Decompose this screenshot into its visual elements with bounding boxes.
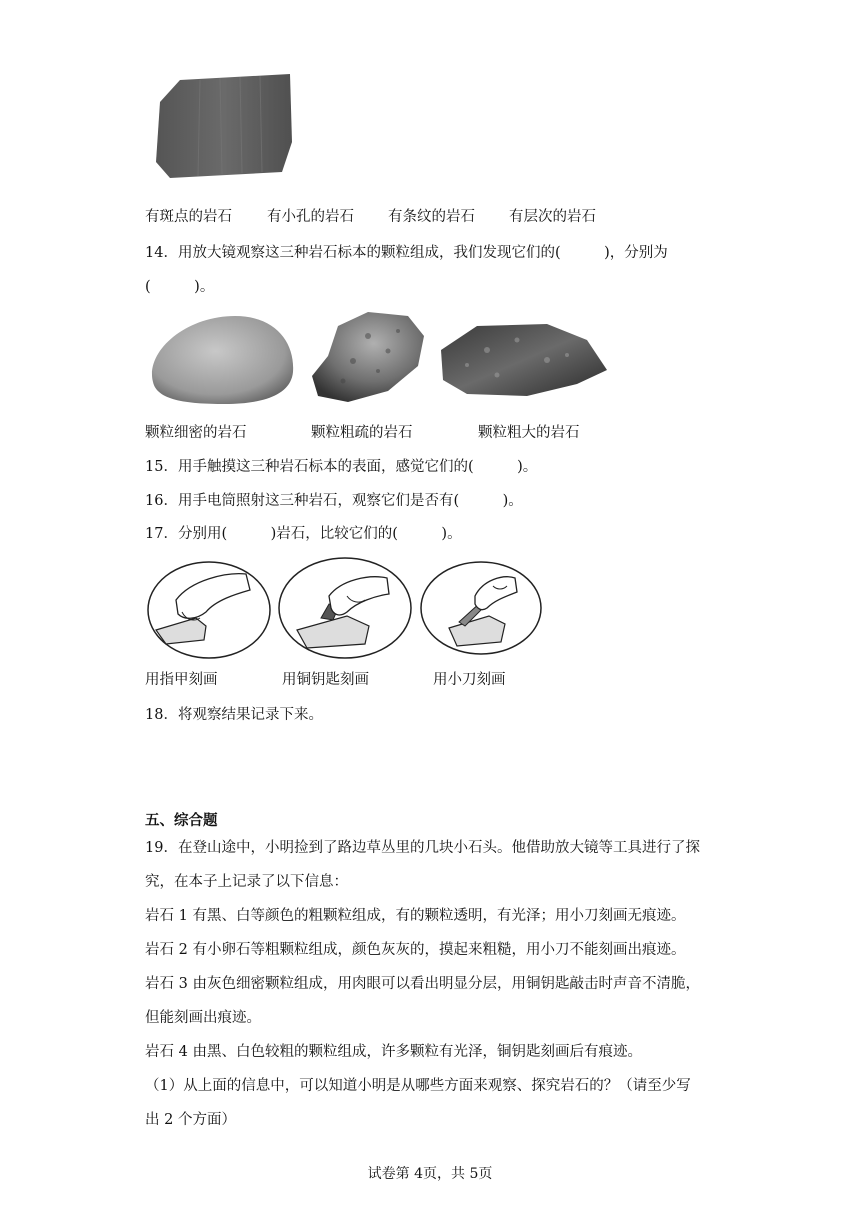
rock-4-record: 岩石 4 由黑、白色较粗的颗粒组成，许多颗粒有光泽，铜钥匙刻画后有痕迹。 bbox=[145, 1044, 642, 1060]
figure-label-knife: 用小刀刻画 bbox=[433, 672, 506, 688]
layered-rock-image bbox=[150, 72, 295, 182]
question-15: 15．用手触摸这三种岩石标本的表面，感觉它们的( )。 bbox=[145, 459, 538, 475]
question-18: 18．将观察结果记录下来。 bbox=[145, 707, 323, 723]
rock-1-record: 岩石 1 有黑、白等颜色的粗颗粒组成，有的颗粒透明，有光泽；用小刀刻画无痕迹。 bbox=[145, 908, 686, 924]
figure-label-coarse-loose: 颗粒粗疏的岩石 bbox=[311, 425, 413, 441]
rock-3-record-line2: 但能刻画出痕迹。 bbox=[145, 1010, 261, 1026]
question-16: 16．用手电筒照射这三种岩石，观察它们是否有( )。 bbox=[145, 493, 523, 509]
copper-key-scratch-illustration bbox=[277, 556, 413, 660]
knife-scratch-illustration bbox=[419, 560, 543, 656]
sub-question-1-line2: 出 2 个方面） bbox=[145, 1112, 236, 1128]
figure-label-coarse-large: 颗粒粗大的岩石 bbox=[478, 425, 580, 441]
rock-2-record: 岩石 2 有小卵石等粗颗粒组成，颜色灰灰的，摸起来粗糙，用小刀不能刻画出痕迹。 bbox=[145, 942, 686, 958]
coarse-loose-rock-image bbox=[308, 306, 428, 406]
figure-label-fingernail: 用指甲刻画 bbox=[145, 672, 218, 688]
question-17: 17．分别用( )岩石，比较它们的( )。 bbox=[145, 526, 462, 542]
question-19-line2: 究，在本子上记录了以下信息： bbox=[145, 874, 348, 890]
figure-label-porous-rock: 有小孔的岩石 bbox=[267, 209, 354, 225]
figure-label-spotted-rock: 有斑点的岩石 bbox=[145, 209, 232, 225]
rock-3-record-line1: 岩石 3 由灰色细密颗粒组成，用肉眼可以看出明显分层，用铜钥匙敲击时声音不清脆， bbox=[145, 976, 700, 992]
question-19-line1: 19．在登山途中，小明捡到了路边草丛里的几块小石头。他借助放大镜等工具进行了探 bbox=[145, 840, 700, 856]
page-footer: 试卷第 4页，共 5页 bbox=[367, 1166, 493, 1182]
figure-label-striped-rock: 有条纹的岩石 bbox=[388, 209, 475, 225]
question-14-line2: ( )。 bbox=[145, 279, 215, 295]
question-14-line1: 14．用放大镜观察这三种岩石标本的颗粒组成，我们发现它们的( )，分别为 bbox=[145, 245, 668, 261]
section-heading: 五、综合题 bbox=[145, 812, 218, 829]
figure-label-fine-grained: 颗粒细密的岩石 bbox=[145, 425, 247, 441]
figure-label-layered-rock: 有层次的岩石 bbox=[509, 209, 596, 225]
coarse-large-rock-image bbox=[437, 320, 609, 398]
fine-grained-rock-image bbox=[145, 312, 297, 407]
figure-label-copper-key: 用铜钥匙刻画 bbox=[282, 672, 369, 688]
fingernail-scratch-illustration bbox=[146, 560, 272, 660]
sub-question-1-line1: （1）从上面的信息中，可以知道小明是从哪些方面来观察、探究岩石的？（请至少写 bbox=[145, 1078, 691, 1094]
